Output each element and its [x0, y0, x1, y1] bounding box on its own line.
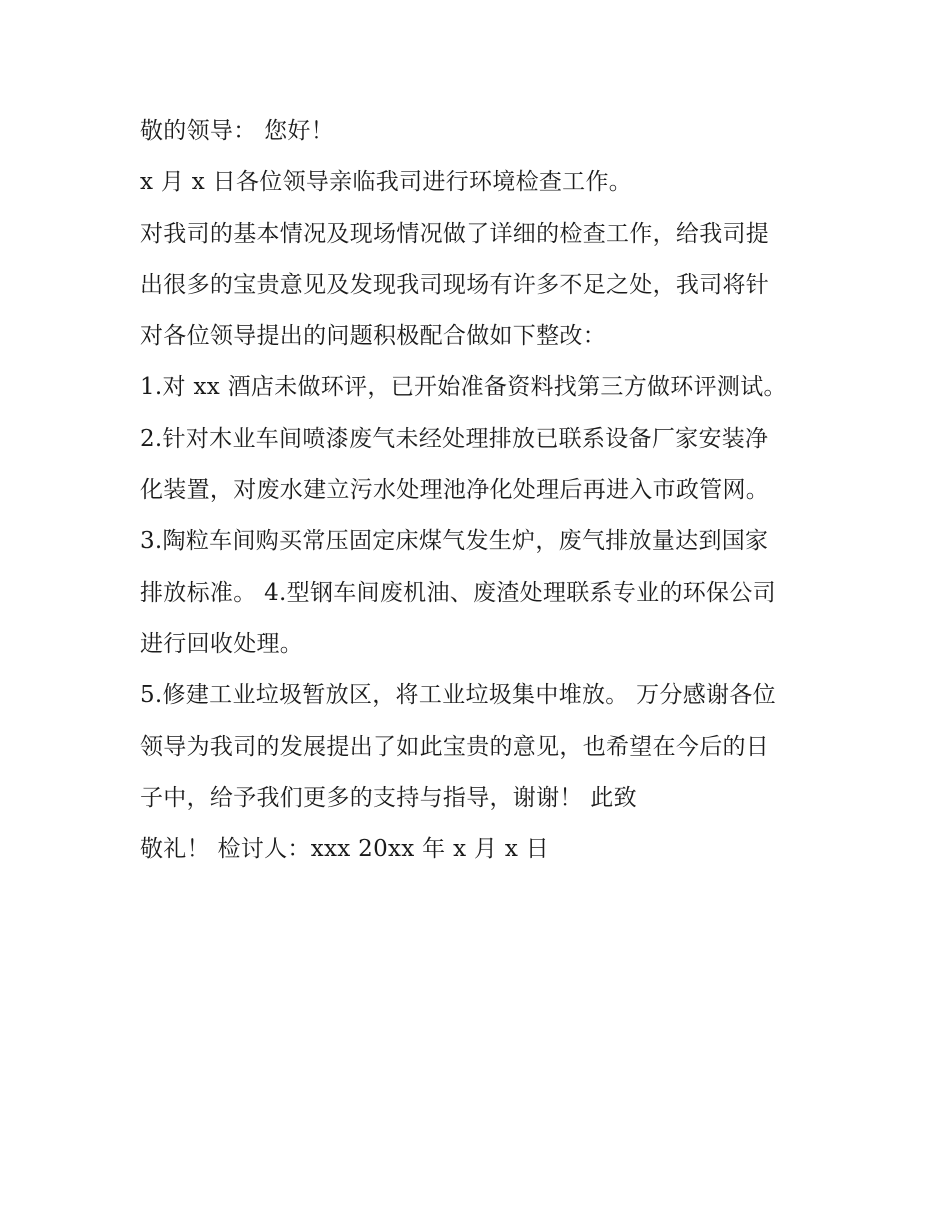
body-line: 对各位领导提出的问题积极配合做如下整改：	[140, 323, 606, 350]
body-line: x 月 x 日各位领导亲临我司进行环境检查工作。	[140, 169, 633, 196]
list-item-3-4: 排放标准。 4.型钢车间废机油、废渣处理联系专业的环保公司	[140, 579, 776, 606]
list-item-1: 1.对 xx 酒店未做环评，已开始准备资料找第三方做环评测试。	[140, 374, 787, 401]
list-item-3: 3.陶粒车间购买常压固定床煤气发生炉，废气排放量达到国家	[140, 528, 769, 555]
list-item-5: 5.修建工业垃圾暂放区，将工业垃圾集中堆放。 万分感谢各位	[140, 682, 776, 709]
list-item-2: 2.针对木业车间喷漆废气未经处理排放已联系设备厂家安装净	[140, 425, 769, 452]
closing-line: 子中，给予我们更多的支持与指导，谢谢！ 此致	[140, 784, 637, 811]
document-body	[140, 106, 820, 875]
signature-line: 敬礼！ 检讨人：xxx 20xx 年 x 月 x 日	[140, 836, 550, 863]
body-line: 对我司的基本情况及现场情况做了详细的检查工作，给我司提	[140, 220, 770, 247]
list-item-4-cont: 进行回收处理。	[140, 630, 304, 657]
closing-line: 领导为我司的发展提出了如此宝贵的意见，也希望在今后的日	[140, 733, 770, 760]
salutation-line: 敬的领导： 您好！	[140, 118, 335, 144]
list-item-2-cont: 化装置，对废水建立污水处理池净化处理后再进入市政管网。	[140, 477, 770, 504]
body-line: 出很多的宝贵意见及发现我司现场有许多不足之处，我司将针	[140, 271, 770, 298]
